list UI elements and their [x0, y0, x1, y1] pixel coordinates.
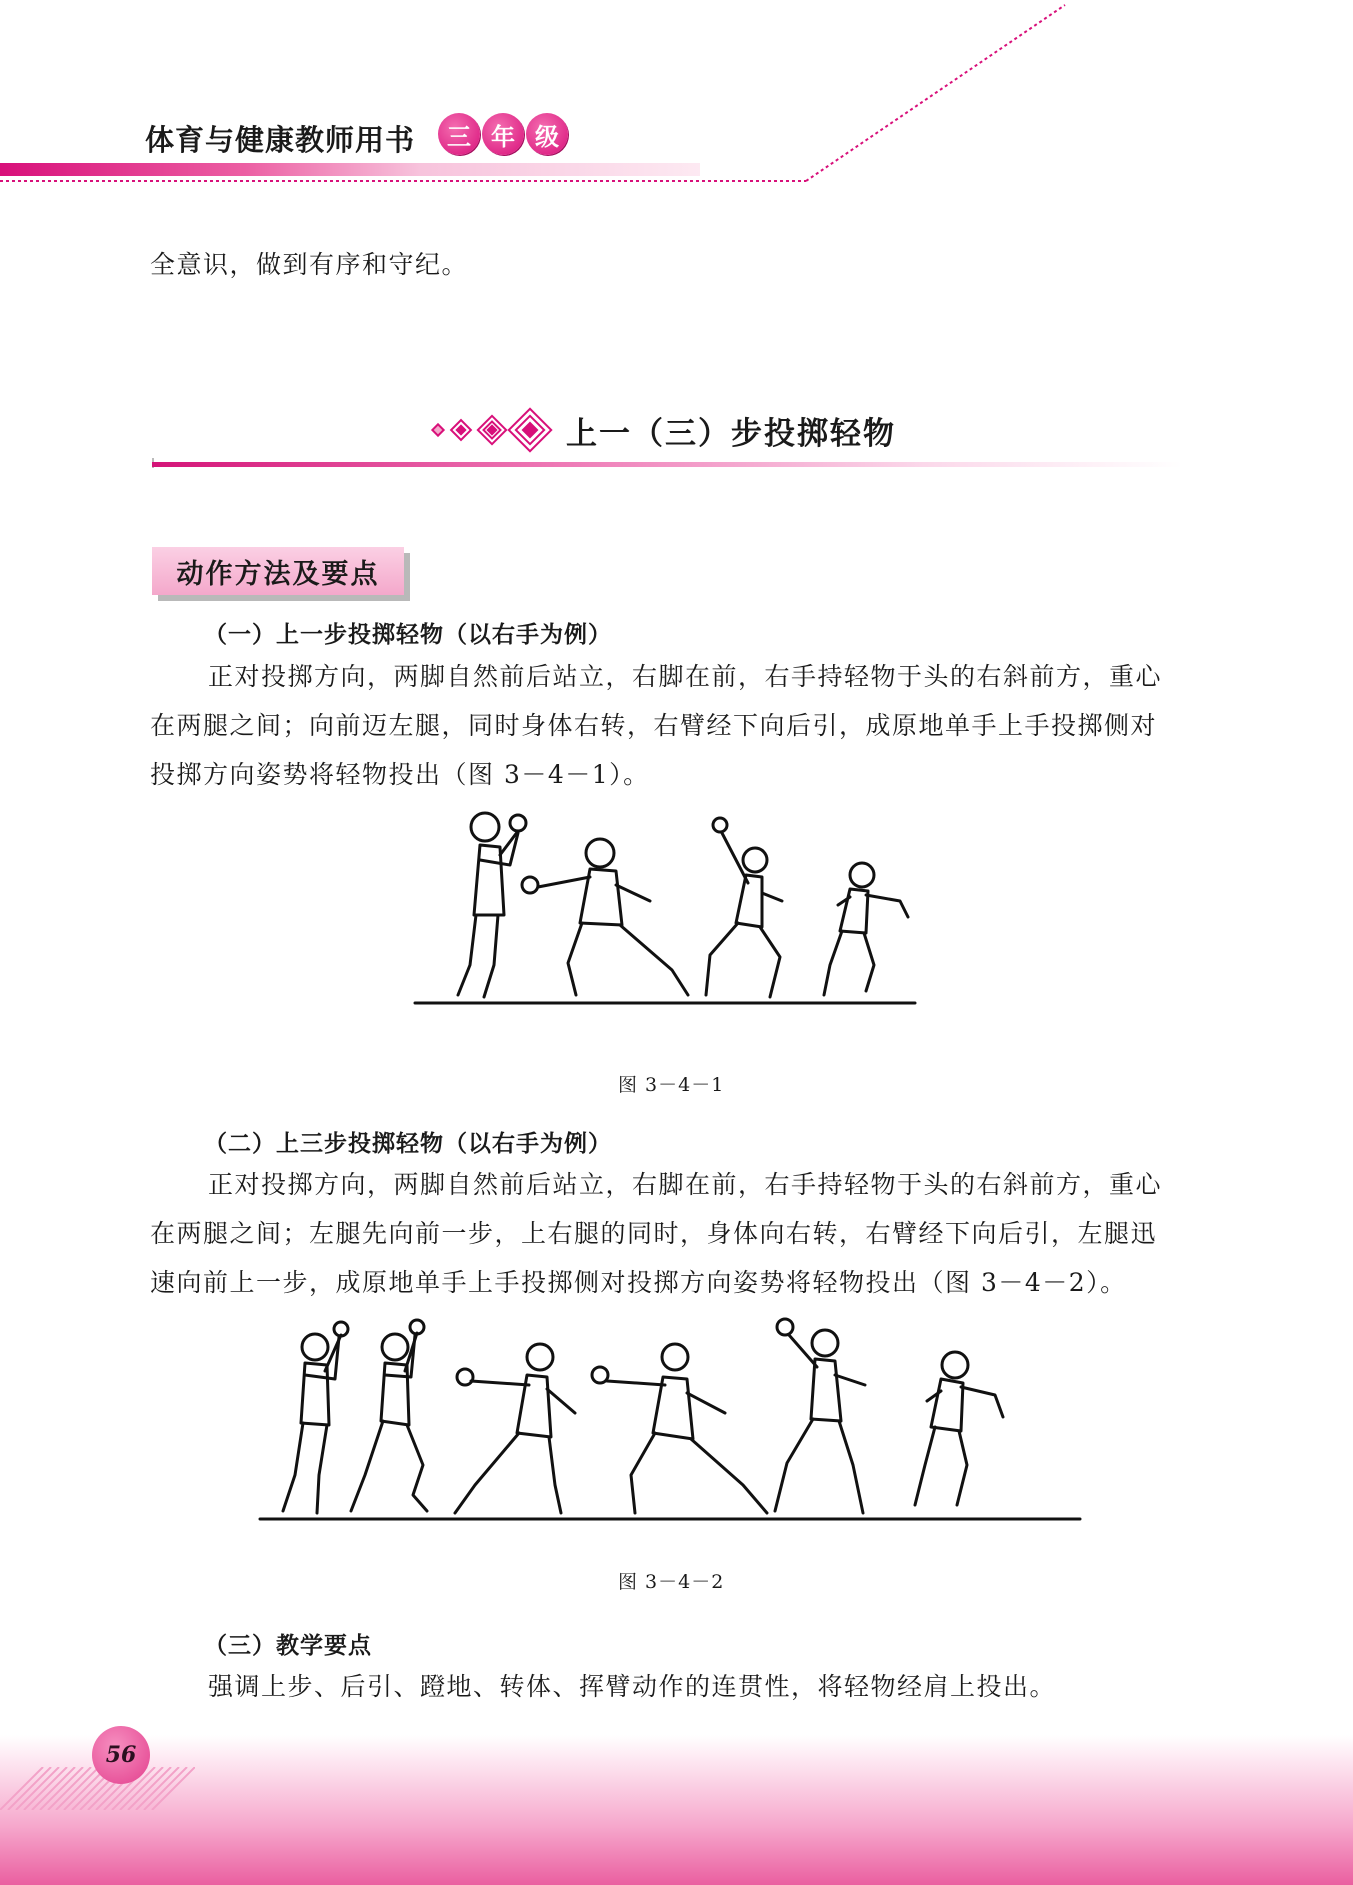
grade-badge-group — [438, 113, 568, 155]
part1-line-1: 正对投掷方向，两脚自然前后站立，右脚在前，右手持轻物于头的右斜前方，重心 — [208, 662, 1163, 691]
subsection-box — [152, 547, 404, 595]
footer-stripes — [0, 1767, 195, 1810]
grade-badge-3: 级 — [526, 113, 568, 155]
subsection-title: 动作方法及要点 — [176, 558, 380, 590]
part2-heading: （二）上三步投掷轻物（以右手为例） — [204, 1131, 612, 1157]
section-rule — [152, 462, 1182, 467]
part2-line-1: 正对投掷方向，两脚自然前后站立，右脚在前，右手持轻物于头的右斜前方，重心 — [208, 1170, 1163, 1199]
figure-3-4-1-caption: 图 3－4－1 — [618, 1074, 725, 1096]
figure-3-4-1-illustration — [410, 805, 920, 1010]
grade-badge-2: 年 — [482, 113, 524, 155]
header-decoration — [0, 0, 1353, 200]
book-title: 体育与健康教师用书 — [145, 123, 416, 157]
section-title: 上一（三）步投掷轻物 — [566, 415, 896, 452]
section-title-block — [430, 406, 896, 454]
diamond-ornament-icon — [430, 406, 560, 454]
footer-band — [0, 1735, 1353, 1885]
figure-3-4-2-caption: 图 3－4－2 — [618, 1571, 725, 1593]
part3-heading: （三）教学要点 — [204, 1633, 372, 1659]
part3-text: 强调上步、后引、蹬地、转体、挥臂动作的连贯性，将轻物经肩上投出。 — [208, 1672, 1057, 1701]
intro-text: 全意识，做到有序和守纪。 — [150, 250, 469, 279]
part1-line-2: 在两腿之间；向前迈左腿，同时身体右转，右臂经下向后引，成原地单手上手投掷侧对 — [150, 711, 1158, 740]
part2-line-3: 速向前上一步，成原地单手上手投掷侧对投掷方向姿势将轻物投出（图 3－4－2）。 — [150, 1268, 1127, 1297]
part1-line-3: 投掷方向姿势将轻物投出（图 3－4－1）。 — [150, 760, 650, 789]
page-number-badge — [92, 1726, 150, 1784]
figure-3-4-2-illustration — [255, 1305, 1085, 1525]
part2-line-2: 在两腿之间；左腿先向前一步，上右腿的同时，身体向右转，右臂经下向后引，左腿迅 — [150, 1219, 1158, 1248]
page-number: 56 — [105, 1742, 137, 1768]
part1-heading: （一）上一步投掷轻物（以右手为例） — [204, 622, 612, 648]
grade-badge-1: 三 — [438, 113, 480, 155]
